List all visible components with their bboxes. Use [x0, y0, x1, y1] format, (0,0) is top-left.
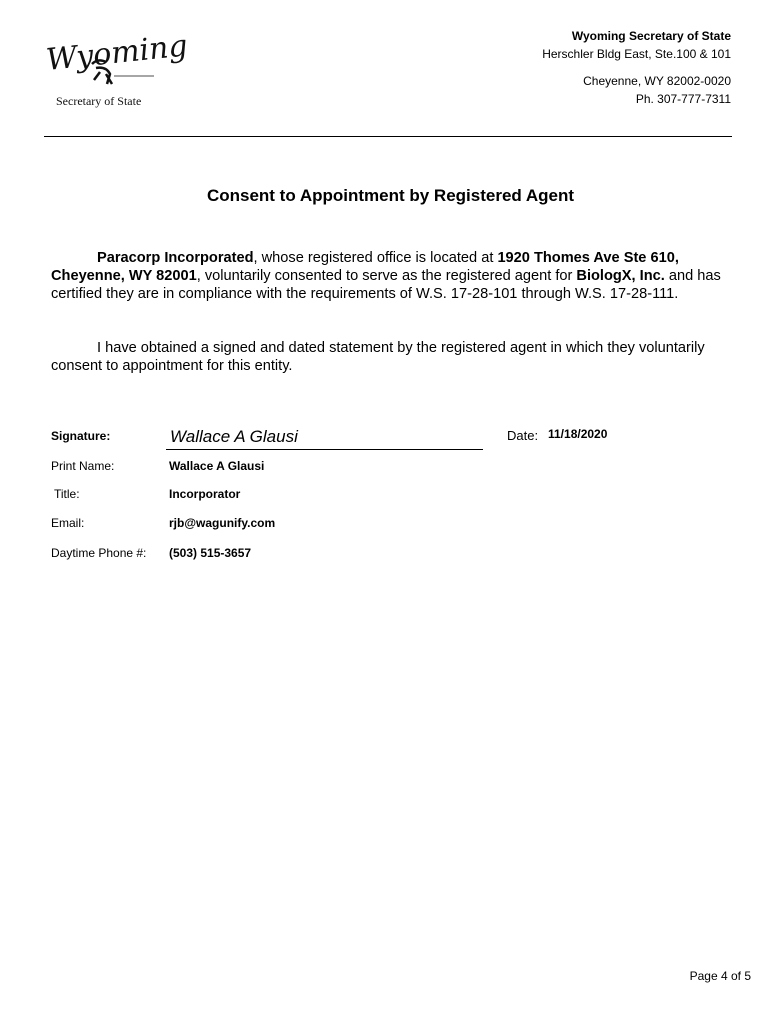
print-name-label: Print Name: — [51, 459, 115, 473]
consent-paragraph: Paracorp Incorporated, whose registered office is located at 1920 Thomes Ave Ste 610, Cheyenne, WY 82001, voluntarily consented to serve as the registered agent for BiologX, Inc. and has certified they are in compliance with the requirements of W.S. 17-28-101 through W.S. 17-28-111. — [51, 250, 721, 302]
office-address — [542, 27, 731, 108]
signature-label: Signature: — [51, 429, 111, 443]
agent-name: Paracorp Incorporated — [97, 250, 254, 266]
logo-script: Wyoming — [44, 28, 190, 78]
logo-subtitle: Secretary of State — [56, 94, 142, 108]
page-title: Consent to Appointment by Registered Agent — [206, 186, 575, 205]
statement-paragraph: I have obtained a signed and dated statement by the registered agent in which they voluntarily consent to appointment for this entity. — [51, 340, 705, 374]
date-value: 11/18/2020 — [548, 427, 608, 441]
signature-value: Wallace A Glausi — [170, 427, 298, 446]
bucking-horse-logo-icon — [44, 24, 190, 94]
date-label: Date: — [507, 428, 539, 443]
email-label: Email: — [51, 516, 85, 530]
print-name-value: Wallace A Glausi — [169, 459, 265, 473]
office-phone: Ph. 307-777-7311 — [635, 92, 731, 106]
phone-label: Daytime Phone #: — [51, 546, 147, 560]
address-line-2: Cheyenne, WY 82002-0020 — [583, 74, 731, 88]
email-value: rjb@wagunify.com — [169, 516, 276, 530]
office-address-value: 1920 Thomes Ave Ste 610, Cheyenne, WY 82001 — [51, 250, 679, 284]
title-label: Title: — [54, 487, 80, 501]
title-value: Incorporator — [169, 487, 241, 501]
page-number: Page 4 of 5 — [689, 969, 751, 983]
wyoming-logo — [44, 24, 190, 114]
entity-name: BiologX, Inc. — [576, 268, 665, 284]
header-divider — [44, 136, 732, 137]
address-line-1: Herschler Bldg East, Ste.100 & 101 — [542, 47, 731, 61]
office-name: Wyoming Secretary of State — [571, 29, 731, 43]
phone-value: (503) 515-3657 — [169, 546, 252, 560]
signature-line — [166, 449, 483, 450]
